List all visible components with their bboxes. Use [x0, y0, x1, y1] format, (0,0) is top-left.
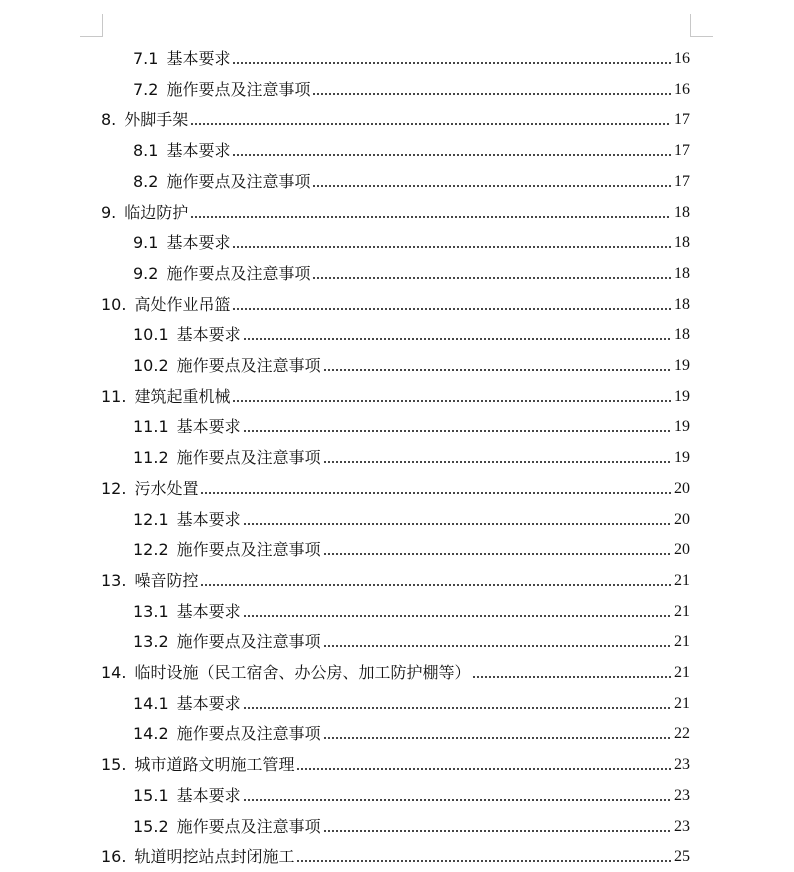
toc-entry-page-number: 23 — [674, 817, 690, 835]
toc-entry[interactable] — [101, 285, 690, 315]
toc-entry-title: 施作要点及注意事项 — [176, 448, 321, 468]
toc-entry[interactable] — [133, 315, 690, 345]
toc-entry-number: 14. — [101, 663, 127, 682]
toc-dot-leader — [190, 215, 671, 219]
toc-entry-number: 14.1 — [133, 693, 169, 713]
toc-entry-number: 13.2 — [133, 632, 169, 652]
toc-dot-leader — [232, 245, 671, 249]
toc-entry-title: 施作要点及注意事项 — [166, 79, 311, 99]
toc-entry[interactable] — [101, 653, 690, 683]
toc-entry-page-number: 18 — [674, 326, 690, 344]
toc-entry[interactable] — [133, 807, 690, 837]
toc-dot-leader — [243, 522, 671, 526]
toc-entry-number: 13. — [101, 570, 127, 590]
toc-entry-title: 污水处置 — [134, 478, 199, 498]
crop-mark-top-left — [80, 14, 103, 37]
toc-entry-number: 8.1 — [133, 141, 159, 161]
toc-entry[interactable] — [101, 469, 690, 499]
toc-entry[interactable] — [101, 377, 690, 407]
toc-entry-title: 城市道路文明施工管理 — [134, 755, 295, 775]
toc-entry-title: 施作要点及注意事项 — [176, 356, 321, 375]
toc-dot-leader — [472, 675, 671, 679]
toc-entry-title: 施作要点及注意事项 — [166, 263, 311, 283]
toc-entry[interactable] — [133, 530, 690, 560]
toc-dot-leader — [312, 276, 671, 280]
toc-dot-leader — [243, 706, 671, 710]
toc-entry-number: 9.1 — [133, 233, 159, 253]
toc-entry-page-number: 21 — [674, 633, 690, 651]
toc-entry-page-number: 18 — [674, 234, 690, 252]
toc-entry[interactable] — [133, 39, 690, 69]
toc-entry-title: 基本要求 — [176, 509, 241, 529]
toc-dot-leader — [312, 92, 671, 96]
toc-dot-leader — [323, 460, 671, 464]
toc-entry-title: 施作要点及注意事项 — [176, 724, 321, 744]
toc-entry[interactable] — [133, 346, 690, 376]
toc-entry-title: 基本要求 — [176, 785, 241, 805]
toc-entry-title: 外脚手架 — [124, 110, 189, 130]
toc-entry-page-number: 21 — [674, 694, 690, 712]
toc-dot-leader — [296, 767, 671, 771]
toc-entry-page-number: 17 — [674, 111, 690, 129]
toc-entry[interactable] — [101, 561, 690, 591]
toc-entry-page-number: 18 — [674, 203, 690, 221]
toc-entry[interactable] — [133, 407, 690, 437]
toc-dot-leader — [323, 368, 671, 372]
toc-entry-title: 基本要求 — [166, 233, 231, 253]
toc-entry-title: 临边防护 — [124, 202, 189, 222]
toc-entry-number: 7.1 — [133, 49, 159, 68]
toc-entry-title: 基本要求 — [176, 417, 241, 437]
toc-entry-title: 基本要求 — [176, 693, 241, 713]
toc-entry-title: 施作要点及注意事项 — [176, 816, 321, 836]
toc-entry-number: 7.2 — [133, 79, 159, 99]
toc-entry[interactable] — [133, 438, 690, 468]
toc-dot-leader — [312, 184, 671, 188]
toc-entry-page-number: 23 — [674, 756, 690, 774]
toc-entry-page-number: 19 — [674, 418, 690, 436]
toc-entry-page-number: 20 — [674, 510, 690, 528]
toc-entry[interactable] — [101, 745, 690, 775]
toc-entry-title: 施作要点及注意事项 — [166, 171, 311, 191]
toc-entry-page-number: 21 — [674, 664, 690, 681]
toc-entry-title: 基本要求 — [166, 49, 231, 68]
toc-entry-number: 8.2 — [133, 171, 159, 191]
toc-entry-title: 基本要求 — [176, 325, 241, 345]
toc-entry[interactable] — [101, 837, 690, 867]
toc-dot-leader — [323, 644, 671, 648]
toc-entry-number: 15.2 — [133, 816, 169, 836]
toc-entry[interactable] — [101, 100, 690, 130]
toc-entry-number: 15.1 — [133, 785, 169, 805]
toc-entry-page-number: 18 — [674, 264, 690, 282]
toc-entry-title: 高处作业吊篮 — [134, 294, 231, 314]
toc-entry[interactable] — [133, 714, 690, 744]
toc-entry-title: 基本要求 — [166, 141, 231, 161]
toc-dot-leader — [296, 859, 671, 863]
toc-entry-title: 施作要点及注意事项 — [176, 540, 321, 560]
toc-entry-number: 8. — [101, 110, 117, 130]
toc-entry-page-number: 20 — [674, 541, 690, 559]
toc-entry[interactable] — [133, 254, 690, 284]
toc-entry[interactable] — [133, 500, 690, 530]
toc-entry-page-number: 21 — [674, 602, 690, 620]
toc-entry-title: 轨道明挖站点封闭施工 — [134, 847, 295, 867]
toc-entry-number: 9. — [101, 202, 117, 222]
toc-entry[interactable] — [133, 622, 690, 652]
toc-entry-number: 14.2 — [133, 724, 169, 744]
toc-entry-title: 噪音防控 — [134, 570, 199, 590]
crop-mark-top-right — [690, 14, 713, 37]
toc-entry-number: 15. — [101, 755, 127, 775]
toc-entry-page-number: 17 — [674, 172, 690, 190]
toc-entry-number: 9.2 — [133, 263, 159, 283]
toc-dot-leader — [243, 798, 671, 802]
toc-dot-leader — [232, 61, 671, 65]
toc-entry-number: 10. — [101, 294, 127, 314]
toc-entry-page-number: 17 — [674, 142, 690, 160]
toc-entry-number: 12.1 — [133, 509, 169, 529]
toc-entry-page-number: 16 — [674, 80, 690, 98]
toc-dot-leader — [232, 153, 671, 157]
toc-dot-leader — [200, 491, 671, 495]
toc-entry-number: 12. — [101, 478, 127, 498]
toc-entry-page-number: 20 — [674, 479, 690, 497]
toc-entry-number: 13.1 — [133, 601, 169, 621]
toc-entry-title: 临时设施（民工宿舍、办公房、加工防护棚等） — [134, 663, 471, 682]
toc-entry-page-number: 19 — [674, 357, 690, 374]
toc-dot-leader — [243, 337, 671, 341]
toc-entry[interactable] — [133, 592, 690, 622]
toc-entry-number: 11. — [101, 386, 127, 406]
toc-dot-leader — [323, 829, 671, 833]
toc-dot-leader — [243, 429, 671, 433]
toc-dot-leader — [190, 122, 671, 126]
toc-entry-page-number: 19 — [674, 387, 690, 405]
toc-entry-page-number: 18 — [674, 295, 690, 313]
toc-entry-title: 施作要点及注意事项 — [176, 632, 321, 652]
toc-entry[interactable] — [133, 776, 690, 806]
toc-dot-leader — [323, 736, 671, 740]
toc-dot-leader — [200, 583, 671, 587]
toc-entry-page-number: 22 — [674, 725, 690, 743]
toc-entry[interactable] — [133, 684, 690, 714]
toc-entry-page-number: 23 — [674, 786, 690, 804]
toc-entry[interactable] — [133, 162, 690, 192]
toc-entry-number: 16. — [101, 847, 127, 867]
toc-dot-leader — [323, 552, 671, 556]
toc-entry-page-number: 16 — [674, 50, 690, 67]
toc-dot-leader — [243, 614, 671, 618]
toc-entry-title: 建筑起重机械 — [134, 386, 231, 406]
toc-entry-page-number: 25 — [674, 848, 690, 866]
toc-entry[interactable] — [101, 193, 690, 223]
toc-entry-title: 基本要求 — [176, 601, 241, 621]
toc-entry[interactable] — [133, 131, 690, 161]
toc-entry-number: 10.1 — [133, 325, 169, 345]
toc-dot-leader — [232, 307, 671, 311]
toc-entry-number: 10.2 — [133, 356, 169, 375]
toc-entry[interactable] — [133, 70, 690, 100]
toc-entry[interactable] — [133, 223, 690, 253]
toc-entry-page-number: 19 — [674, 449, 690, 467]
toc-entry-number: 12.2 — [133, 540, 169, 560]
toc-dot-leader — [232, 399, 671, 403]
toc-entry-page-number: 21 — [674, 571, 690, 589]
toc-entry-number: 11.2 — [133, 448, 169, 468]
toc-entry-number: 11.1 — [133, 417, 169, 437]
